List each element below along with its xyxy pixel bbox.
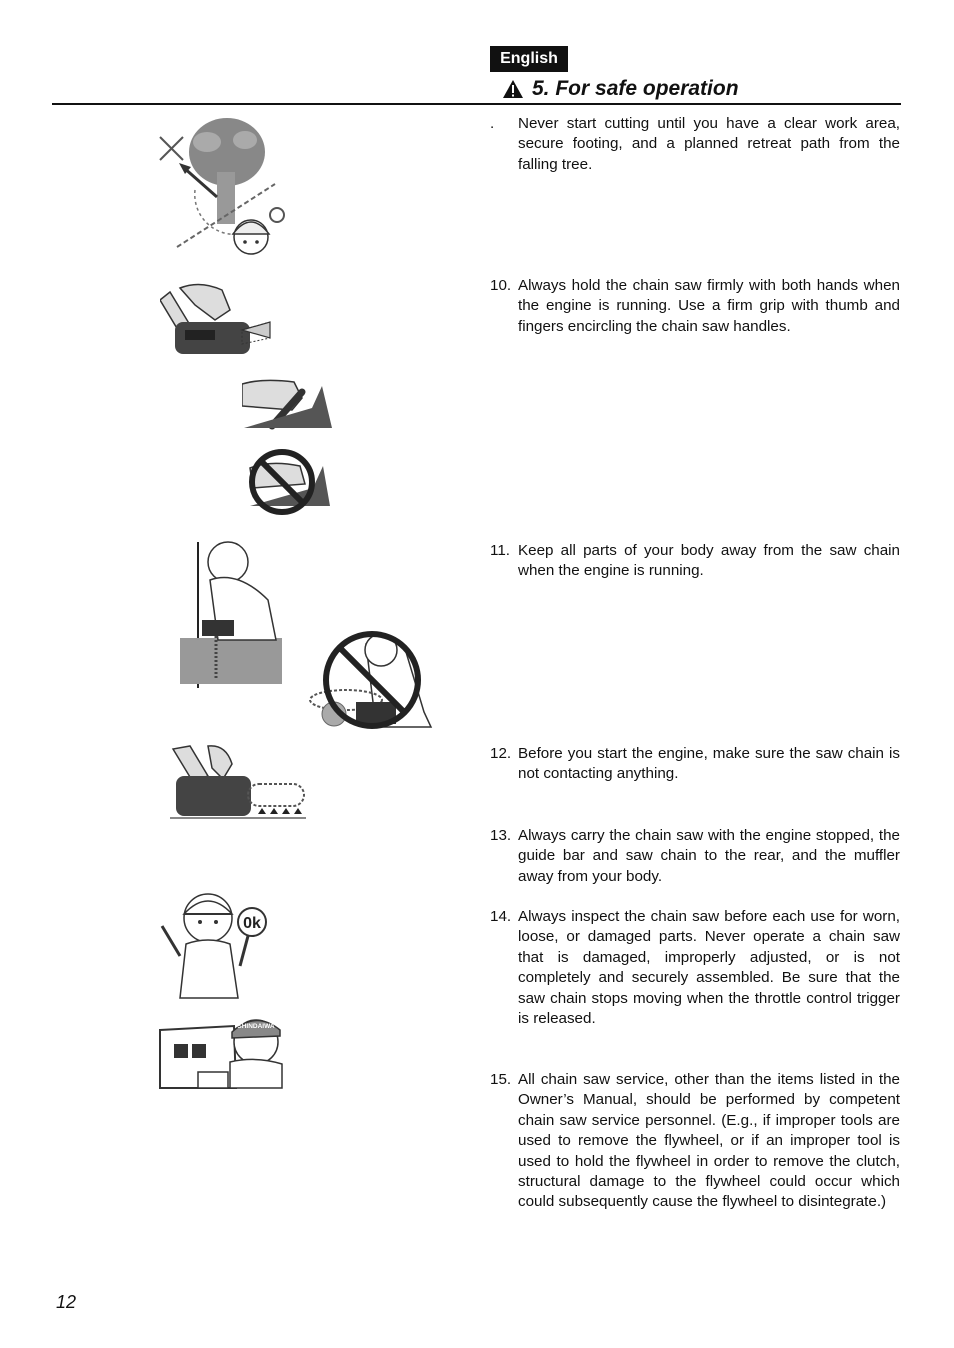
item-number: 11. bbox=[490, 542, 510, 559]
service-dealer-illustration bbox=[158, 1010, 284, 1090]
ok-badge: 0k bbox=[243, 915, 261, 932]
inspection-illustration bbox=[158, 886, 276, 1000]
correct-grip-illustration bbox=[242, 378, 334, 430]
item-number: 10. bbox=[490, 277, 512, 294]
item-text: Always carry the chain saw with the engine stopped, the guide bar and saw chain to the rear, and the muffler away from your body. bbox=[518, 827, 900, 885]
item-text: Never start cutting until you have a clear work area, secure footing, and a planned retreat path from the falling tree. bbox=[518, 115, 900, 173]
item-number: 14. bbox=[490, 908, 512, 925]
instruction-item bbox=[490, 541, 900, 582]
tree-felling-illustration bbox=[155, 112, 290, 264]
item-number: 12. bbox=[490, 745, 512, 762]
item-text: All chain saw service, other than the items listed in the Owner’s Manual, should be performed by competent chain saw service personnel. (E.g., if improper tools are used to remove the flywheel, or if an improper tool is used to hold the flywheel in order to remove the clutch, structural damage to the flywheel could occur which could subsequently cause the flywheel to disintegrate.) bbox=[518, 1071, 900, 1211]
language-tag: English bbox=[490, 46, 568, 72]
instruction-item bbox=[490, 744, 900, 785]
warning-triangle-icon bbox=[502, 79, 524, 99]
instruction-item bbox=[490, 114, 900, 175]
instruction-item bbox=[490, 826, 900, 887]
item-text: Always inspect the chain saw before each use for worn, loose, or damaged parts. Never operate a chain saw that is damaged, improperly adjusted, or is not completely and securely assembled. Be sure that the saw chain stops moving when the throttle control trigger is released. bbox=[518, 908, 900, 1028]
item-number: 13. bbox=[490, 827, 512, 844]
chain-clearance-illustration bbox=[168, 744, 308, 822]
item-text: Before you start the engine, make sure the saw chain is not contacting anything. bbox=[518, 745, 900, 783]
item-text: Keep all parts of your body away from the saw chain when the engine is running. bbox=[518, 542, 900, 580]
page-number: 12 bbox=[56, 1292, 77, 1312]
item-number: . bbox=[490, 115, 495, 132]
item-number: 15. bbox=[490, 1071, 512, 1088]
item-text: Always hold the chain saw firmly with both hands when the engine is running. Use a firm grip with thumb and fingers encircling the chain saw handles. bbox=[518, 277, 900, 335]
two-hand-grip-illustration bbox=[160, 280, 272, 360]
instruction-item bbox=[490, 276, 900, 337]
instruction-item bbox=[490, 907, 900, 1029]
prohibited-position-illustration bbox=[306, 622, 434, 732]
section-title-text: 5. For safe operation bbox=[532, 77, 739, 100]
section-title bbox=[502, 74, 739, 104]
incorrect-grip-illustration bbox=[245, 448, 335, 518]
shop-sign: SHINDAIWA bbox=[237, 1023, 275, 1030]
header-rule bbox=[52, 103, 901, 105]
instruction-item bbox=[490, 1070, 900, 1213]
operator-cutting-illustration bbox=[178, 540, 286, 690]
